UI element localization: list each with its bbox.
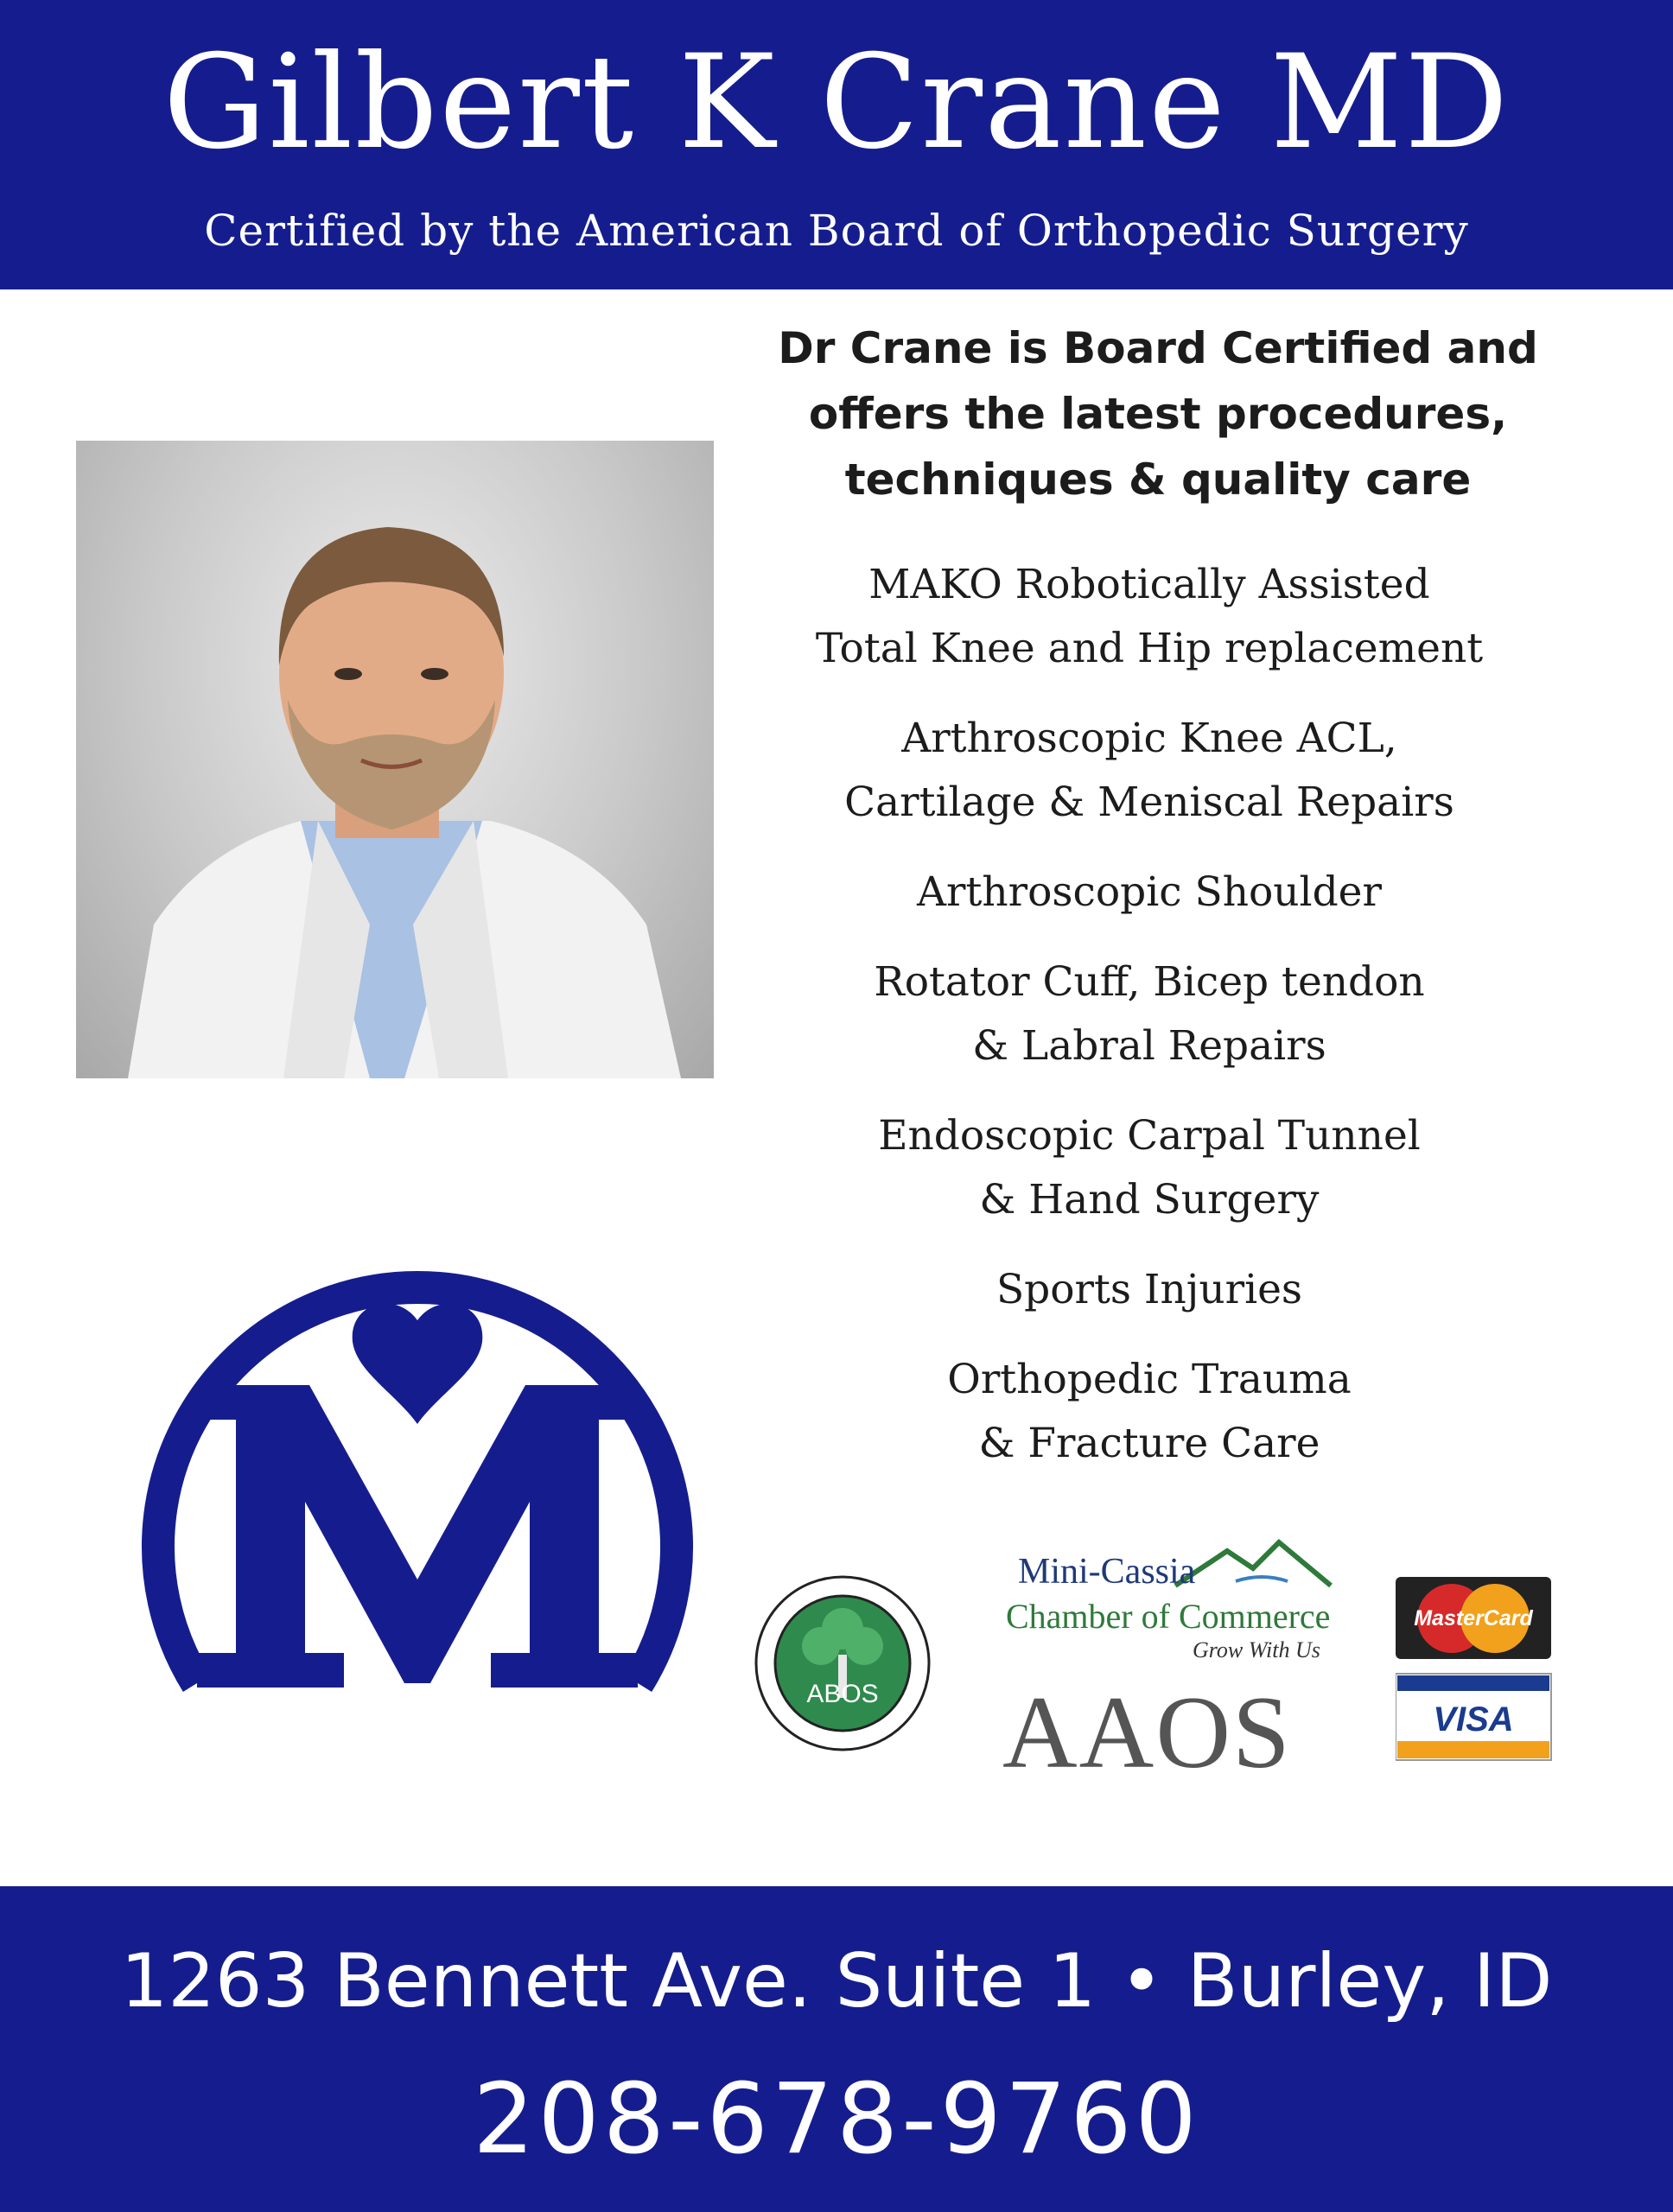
service-line: & Labral Repairs	[972, 1022, 1326, 1070]
phone-number[interactable]: 208-678-9760	[473, 2063, 1200, 2176]
service-line: Orthopedic Trauma	[947, 1356, 1352, 1403]
intro-statement	[726, 315, 1590, 512]
doctor-photo	[76, 441, 714, 1078]
service-item	[760, 707, 1538, 835]
abos-text: ABOS	[806, 1680, 879, 1708]
service-line: MAKO Robotically Assisted	[868, 561, 1430, 608]
service-item	[760, 553, 1538, 681]
intro-line: offers the latest procedures,	[808, 389, 1508, 439]
chamber-subtitle: Chamber of Commerce	[1006, 1597, 1331, 1636]
payment-cards	[1396, 1577, 1555, 1763]
aaos-text: AAOS	[1002, 1675, 1292, 1789]
service-item	[760, 861, 1538, 925]
chamber-tagline: Grow With Us	[1193, 1637, 1320, 1662]
service-item	[760, 1348, 1538, 1476]
service-line: Arthroscopic Knee ACL,	[901, 715, 1397, 762]
service-line: Rotator Cuff, Bicep tendon	[874, 958, 1425, 1006]
service-line: & Hand Surgery	[979, 1176, 1320, 1224]
service-line: & Fracture Care	[978, 1420, 1320, 1467]
service-item	[760, 950, 1538, 1078]
service-line: Total Knee and Hip replacement	[815, 625, 1484, 672]
intro-line: Dr Crane is Board Certified and	[778, 323, 1538, 373]
chamber-name: Mini-Cassia	[1018, 1552, 1196, 1592]
service-line: Cartilage & Meniscal Repairs	[844, 779, 1454, 826]
doctor-name: Gilbert K Crane MD	[162, 28, 1511, 178]
clinic-m-heart-logo	[137, 1173, 698, 1709]
mastercard-text: MasterCard	[1414, 1606, 1533, 1630]
service-line: Arthroscopic Shoulder	[917, 868, 1382, 916]
certification-line: Certified by the American Board of Orthopedic Surgery	[204, 206, 1469, 256]
aaos-logo	[1002, 1675, 1292, 1789]
chamber-of-commerce-logo	[976, 1534, 1339, 1681]
footer-banner	[0, 1886, 1673, 2212]
header-banner	[0, 0, 1673, 289]
service-item	[760, 1104, 1538, 1232]
affiliation-badges	[743, 1534, 1573, 1793]
office-address: 1263 Bennett Ave. Suite 1 • Burley, ID	[120, 1938, 1553, 2024]
service-item	[760, 1258, 1538, 1322]
service-line: Endoscopic Carpal Tunnel	[878, 1112, 1421, 1160]
visa-text: VISA	[1433, 1700, 1514, 1738]
services-list	[760, 553, 1538, 1502]
abos-seal-logo	[752, 1573, 933, 1754]
service-line: Sports Injuries	[996, 1266, 1303, 1313]
intro-line: techniques & quality care	[844, 454, 1472, 505]
